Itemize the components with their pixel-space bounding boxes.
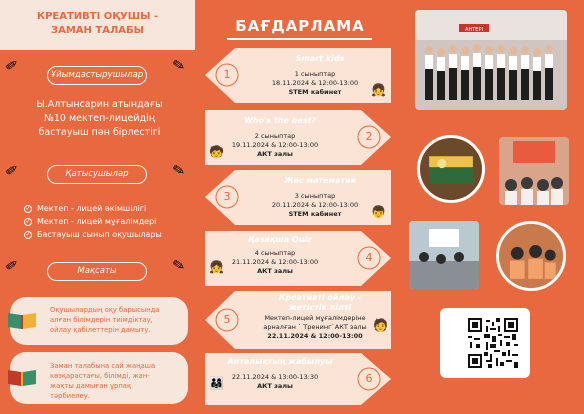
program-step-2	[205, 110, 391, 165]
pencil-icon: ✏	[168, 159, 189, 182]
step-detail: Мектеп-лицей мұғалімдеріне	[264, 314, 366, 322]
step-detail: 19.11.2024 & 12:00-13:00	[231, 141, 319, 149]
step-detail: АКТ залы	[257, 267, 293, 275]
left-title: КРЕАТИВТІ ОҚУШЫ - ЗАМАН ТАЛАБЫ	[36, 11, 159, 36]
step-detail: 4 сыныптар	[254, 249, 296, 257]
step-number: 4	[365, 251, 373, 264]
check-icon: ✓	[25, 204, 31, 212]
program-step-5	[205, 291, 391, 349]
step-number: 5	[223, 313, 231, 326]
step-number: 2	[365, 130, 373, 143]
step-detail: 2 сыныптар	[254, 132, 296, 140]
step-detail: 22.11.2024 & 12:00-13:00	[267, 332, 363, 340]
step-detail: 21.11.2024 & 12:00-13:00	[231, 258, 319, 266]
pencil-icon: ✏	[1, 54, 23, 77]
step-detail: 22.11.2024 & 13:00-13:30	[231, 373, 319, 381]
title-underline	[227, 38, 372, 40]
participants-list	[24, 202, 194, 241]
step-detail: АКТ залы	[257, 382, 293, 390]
step-number: 3	[223, 190, 231, 203]
kids-icon: 🧒	[209, 145, 224, 159]
step-title: Креативті ойлау - жетістік кілті	[278, 293, 362, 312]
program-step-4	[205, 231, 391, 286]
program-title: БАҒДАРЛАМА	[235, 17, 365, 35]
step-title: Who's the best?	[243, 116, 317, 125]
goal-text: Оқушылардың оқу барысында алған білімдерін тиімдіктау, ойлау қабілеттерін дамыту.	[50, 306, 160, 334]
step-detail: 1 сыныптар	[294, 70, 336, 78]
classroom-photo	[409, 221, 479, 289]
step-title: Smart kids	[295, 54, 345, 63]
banner-text: АНТЕРІ	[465, 27, 483, 33]
program-step-3	[205, 170, 391, 225]
program-step-6	[205, 353, 391, 405]
goal-label: Мақсаты	[47, 262, 147, 281]
pencil-icon: ✏	[1, 159, 23, 182]
kids-icon: 👦	[371, 205, 386, 219]
list-item: ✓ Бастауыш сынып оқушылары	[25, 230, 162, 239]
participants-label: Қатысушылар	[47, 165, 147, 184]
list-item: ✓ Мектеп - лицей мұғалімдері	[25, 217, 157, 226]
step-title: Апталықтың жабылуы	[227, 357, 333, 366]
goal-text: Заман талабына сай жаңаша көзқарастағы, білімді, жан- жақты дамыған ұрпақ тәрбиелеу.	[50, 362, 156, 400]
kids-group-icon: 👨‍👩‍👧	[209, 376, 224, 390]
step-number: 1	[223, 68, 231, 81]
book-icon	[6, 309, 38, 331]
organizers-label: Ұйымдастырушылар	[47, 66, 147, 85]
qr-code[interactable]	[468, 318, 518, 368]
step-detail: АКТ залы	[257, 150, 293, 158]
step-detail: STEM кабинет	[288, 88, 342, 96]
step-detail: арналған ` Тренинг`АКТ залы	[263, 323, 367, 331]
left-panel	[0, 0, 195, 414]
step-title: Жас математик	[283, 176, 357, 185]
check-icon: ✓	[25, 217, 31, 225]
group-photo	[415, 10, 567, 110]
painting-photo	[417, 135, 485, 203]
organizer-text: Ы.Алтынсарин атындағы №10 мектеп-лицейдің бастауыш пән бірлестігі	[36, 99, 163, 138]
step-title: Қазақша Quiz	[248, 235, 312, 244]
list-item: ✓ Мектеп - лицей әкімшілігі	[25, 204, 147, 213]
kids-photo	[496, 221, 566, 291]
event-photo	[499, 137, 569, 205]
kids-icon: 👧	[209, 260, 224, 274]
teacher-icon: 🧑	[373, 318, 388, 332]
program-panel	[195, 0, 395, 414]
check-icon: ✓	[25, 230, 31, 238]
pencil-icon: ✏	[1, 254, 23, 277]
pencil-icon: ✏	[168, 254, 189, 277]
kids-icon: 👧	[371, 83, 386, 97]
step-number: 6	[365, 372, 373, 385]
step-detail: 18.11.2024 & 12:00-13:00	[271, 79, 359, 87]
pencil-icon: ✏	[168, 54, 189, 77]
book-icon	[6, 366, 38, 388]
photos-panel	[395, 0, 584, 414]
step-detail: STEM кабинет	[288, 210, 342, 218]
program-step-1	[205, 48, 391, 103]
step-detail: 3 сыныптар	[294, 192, 336, 200]
step-detail: 20.11.2024 & 12:00-13:00	[271, 201, 359, 209]
